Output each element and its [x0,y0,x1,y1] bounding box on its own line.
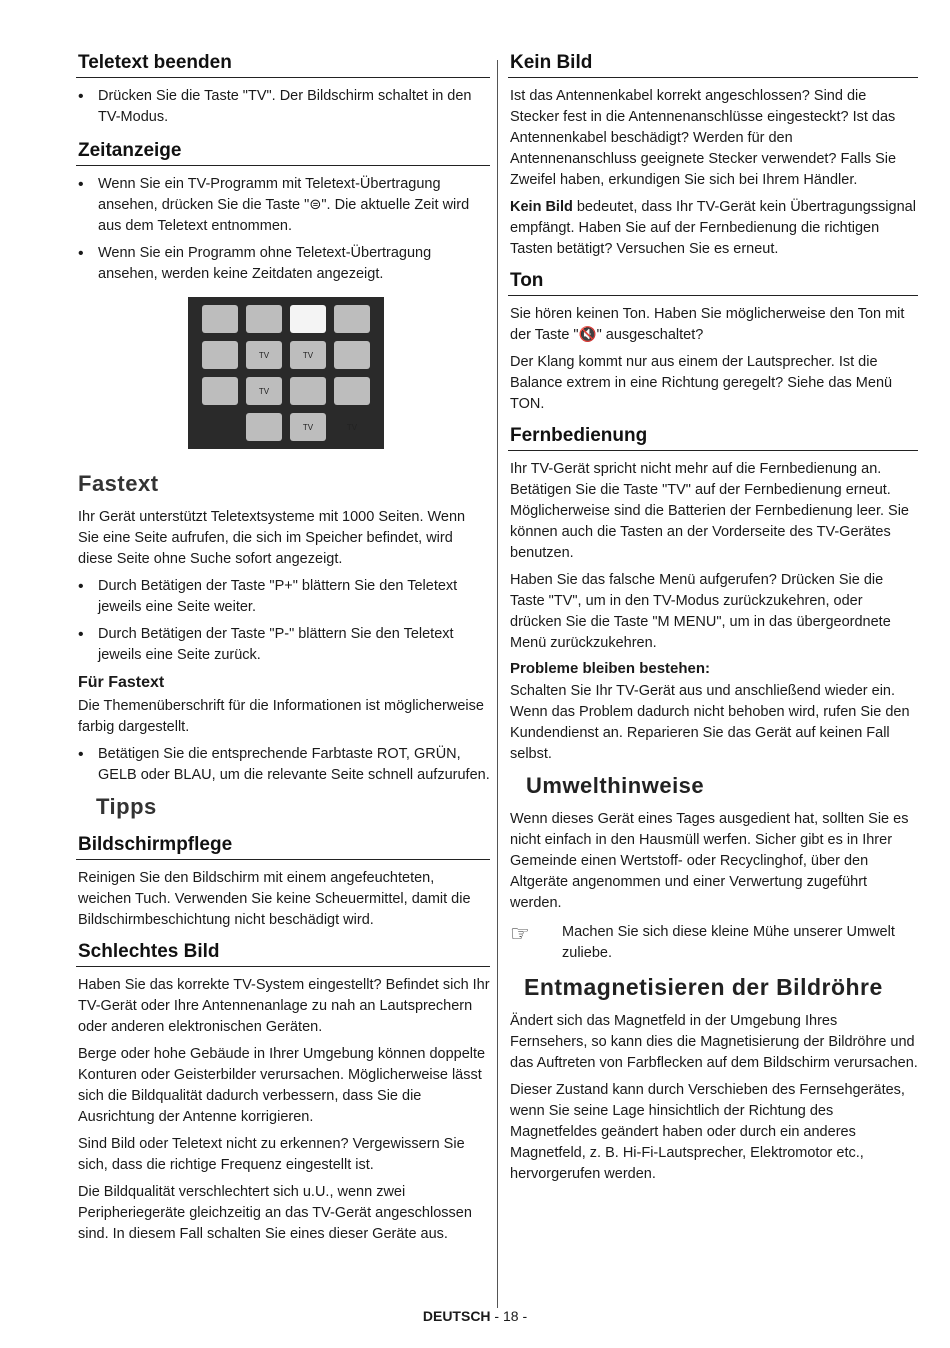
schlechtes-bild-p1: Haben Sie das korrekte TV-System eingestellt? Befindet sich Ihr TV-Gerät oder Ihre Antennenanlage zu nah an Lautsprechern oder anderen elektronischen Geräten. [78,977,490,1035]
list-teletext-beenden [76,86,490,128]
right-column [508,48,918,1191]
heading-teletext-beenden: Teletext beenden [76,48,490,78]
heading-tipps: Tipps [96,794,157,819]
remote-control-image [174,297,400,457]
heading-fastext: Fastext [78,471,159,496]
footer-language: DEUTSCH [422,1308,491,1324]
bildschirmpflege-text: Reinigen Sie den Bildschirm mit einem angefeuchteten, weichen Tuch. Verwenden Sie keine Scheuermittel, damit die Bildschirmbeschichtung nicht beschädigt wird. [78,870,471,928]
entmagnetisieren-p1: Ändert sich das Magnetfeld in der Umgebung Ihres Fernsehers, so kann dies die Magnetisierung der Bildröhre und das Auftreten von Farbflecken auf dem Bildschirm verursachen. [510,1013,918,1071]
heading-fuer-fastext: Für Fastext [78,674,165,691]
umwelthinweise-text: Wenn dieses Gerät eines Tages ausgedient hat, sollten Sie es nicht einfach in den Hausmüll werfen. Sicher gibt es in Ihrer Gemeinde einen Wertstoff- oder Recyclinghof, über den Altgeräte angenommen und einer Verwertung zugeführt werden. [510,811,909,911]
schlechtes-bild-p3: Sind Bild oder Teletext nicht zu erkennen? Vergewissern Sie sich, dass die richtige Frequenz eingestellt ist. [78,1136,465,1173]
ton-p2: Der Klang kommt nur aus einem der Lautsprecher. Ist die Balance extrem in eine Richtung geregelt? Siehe das Menü TON. [510,354,893,412]
heading-umwelthinweise: Umwelthinweise [526,773,705,798]
fernbedienung-p2: Haben Sie das falsche Menü aufgerufen? Drücken Sie die Taste "TV", um in den TV-Modus zurückzukehren, oder drücken Sie die Taste "M MENU", um in das übergeordnete Menü zurückzukehren. [510,572,891,651]
list-item: • Betätigen Sie die entsprechende Farbtaste ROT, GRÜN, GELB oder BLAU, um die relevante Seite schnell aufzurufen. [76,744,490,786]
fuer-fastext-text: Die Themenüberschrift für die Informationen ist möglicherweise farbig dargestellt. [78,698,484,735]
remote-button [202,377,238,405]
ton-p1: Sie hören keinen Ton. Haben Sie möglicherweise den Ton mit der Taste "🔇" ausgeschaltet? [510,306,905,343]
remote-button: TV [246,341,282,369]
remote-button-grid [188,297,384,449]
list-zeitanzeige [76,174,490,285]
list-item: • Drücken Sie die Taste "TV". Der Bildschirm schaltet in den TV-Modus. [76,86,490,128]
list-item: • Durch Betätigen der Taste "P+" blättern Sie den Teletext jeweils eine Seite weiter. [76,576,490,618]
list-item: • Wenn Sie ein TV-Programm mit Teletext-Übertragung ansehen, drücken Sie die Taste "⊜". Die aktuelle Zeit wird aus dem Teletext entnommen. [76,174,490,237]
remote-button [334,377,370,405]
heading-ton: Ton [508,266,918,296]
remote-button [334,305,370,333]
remote-button [202,341,238,369]
kein-bild-p2 [510,197,918,260]
remote-button: TV [246,377,282,405]
entmagnetisieren-p2: Dieser Zustand kann durch Verschieben des Fernsehgerätes, wenn Sie seine Lage hinsichtlich der Richtung des Magnetfeldes geändert haben oder durch ein anderes Magnetfeld, z. B. Hi-Fi-Lautsprecher, Elektromotor etc., hervorgerufen werden. [510,1082,905,1182]
remote-button [290,377,326,405]
schlechtes-bild-p4: Die Bildqualität verschlechtert sich u.U., wenn zwei Peripheriegeräte gleichzeitig an das TV-Gerät angeschlossen sind. In diesem Fall schalten Sie eines dieser Geräte aus. [78,1184,472,1242]
page-number: - 18 - [490,1308,528,1324]
kein-bild-bold: Kein Bild [510,199,573,215]
remote-button [246,413,282,441]
heading-bildschirmpflege: Bildschirmpflege [76,830,490,860]
remote-button [202,305,238,333]
remote-button [202,413,238,441]
heading-fernbedienung: Fernbedienung [508,421,918,451]
kein-bild-p2-rest: bedeutet, dass Ihr TV-Gerät kein Übertragungssignal empfängt. Haben Sie auf der Fernbedienung die richtigen Tasten betätigt? Versuchen Sie es erneut. [510,199,916,257]
heading-kein-bild: Kein Bild [508,48,918,78]
heading-probleme: Probleme bleiben bestehen: [510,660,711,677]
list-fastext [76,576,490,666]
fernbedienung-p1: Ihr TV-Gerät spricht nicht mehr auf die Fernbedienung an. Betätigen Sie die Taste "TV" auf der Fernbedienung erneut. Möglicherweise sind die Batterien der Fernbedienung leer. Sie können auch die Tasten an der Vorderseite des TV-Gerätes benutzen. [510,461,909,561]
heading-zeitanzeige: Zeitanzeige [76,136,490,166]
column-divider [497,60,498,1308]
probleme-text: Schalten Sie Ihr TV-Gerät aus und anschließend wieder ein. Wenn das Problem dadurch nicht behoben wird, rufen Sie den Kundendienst an. Reparieren Sie das Gerät auf keinen Fall selbst. [510,683,910,762]
left-column [76,48,490,1251]
pointing-hand-icon: ☞ [510,921,530,946]
remote-button: TV [290,341,326,369]
remote-button [334,341,370,369]
heading-entmagnetisieren: Entmagnetisieren der Bildröhre [524,974,883,1000]
note [508,922,918,964]
fastext-intro: Ihr Gerät unterstützt Teletextsysteme mit 1000 Seiten. Wenn Sie eine Seite aufrufen, die sich im Speicher befindet, wird diese Seite ohne Suche sofort angezeigt. [78,509,466,567]
list-item: • Wenn Sie ein Programm ohne Teletext-Übertragung ansehen, werden keine Zeitdaten angezeigt. [76,243,490,285]
remote-button [290,305,326,333]
remote-button: TV [290,413,326,441]
remote-button: TV [346,422,358,432]
remote-button [246,305,282,333]
list-item: • Durch Betätigen der Taste "P-" blättern Sie den Teletext jeweils eine Seite zurück. [76,624,490,666]
heading-schlechtes-bild: Schlechtes Bild [76,937,490,967]
list-fuer-fastext [76,744,490,786]
schlechtes-bild-p2: Berge oder hohe Gebäude in Ihrer Umgebung können doppelte Konturen oder Geisterbilder verursachen. Möglicherweise lässt sich die Bildqualität dadurch verbessern, dass Sie die Ausrichtung der Antenne korrigieren. [78,1046,486,1125]
note-text: Machen Sie sich diese kleine Mühe unserer Umwelt zuliebe. [562,924,895,961]
page-footer [0,1308,950,1324]
kein-bild-p1: Ist das Antennenkabel korrekt angeschlossen? Sind die Stecker fest in die Antennenanschlüsse eingesteckt? Ist das Antennenkabel beschädigt? Werden für den Antennenanschluss geeignete Stecker verwendet? Falls Sie Zweifel haben, erkundigen Sie sich bei Ihrem Händler. [510,88,897,188]
